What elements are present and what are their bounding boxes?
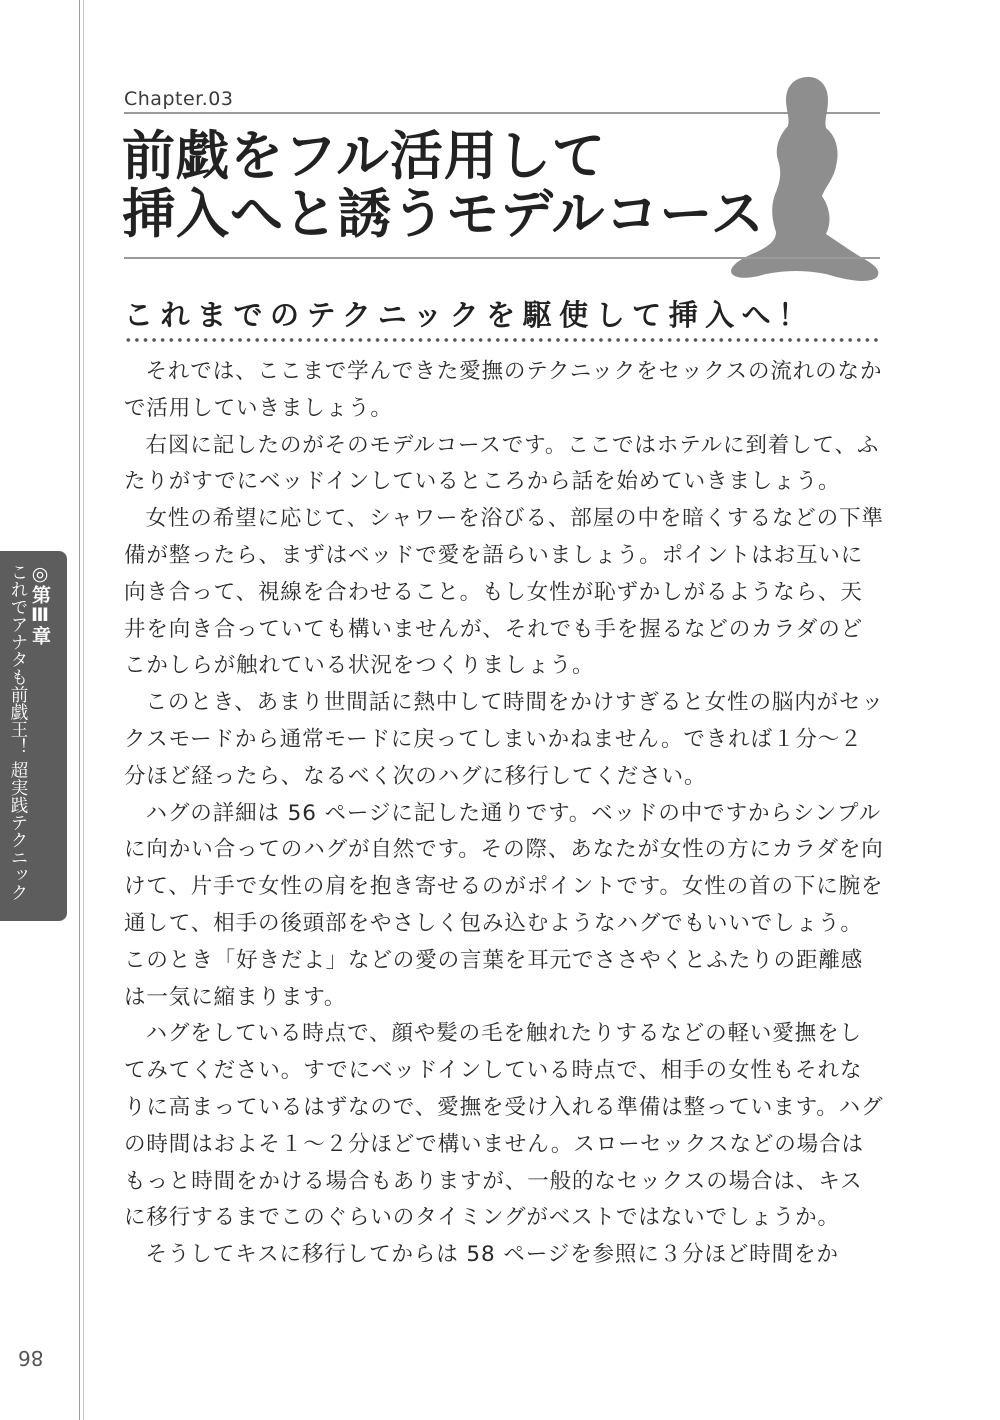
paragraph: ハグをしている時点で、顔や髪の毛を触れたりするなどの軽い愛撫をしてみてください。すでにベッドインしている時点で、相手の女性もそれなりに高まっているはずなので、愛撫を受け入れる準備は整っています。ハグの時間はおよそ１～２分ほどで構いません。スローセックスなどの場合はもっと時間をかける場合もありますが、一般的なセックスの場合は、キスに移行するまでこのぐらいのタイミングがベストではないでしょうか。: [124, 1021, 884, 1231]
paragraph: 女性の希望に応じて、シャワーを浴びる、部屋の中を暗くするなどの下準備が整ったら、まずはベッドで愛を語らいましょう。ポイントはお互いに向き合って、視線を合わせること。もし女性が恥ずかしがるようなら、天井を向き合っていても構いませんが、それでも手を握るなどのカラダのどこかしらが触れている状況をつくりましょう。: [124, 506, 884, 679]
paragraph: そうしてキスに移行してからは 58 ページを参照に３分ほど時間をか: [145, 1242, 839, 1268]
side-tab-subtitle: これでアナタも前戯王！ 超実践テクニック: [8, 563, 28, 902]
page-title: [122, 128, 765, 244]
chapter-side-tab: [0, 551, 67, 921]
paragraph: このとき、あまり世間話に熱中して時間をかけすぎると女性の脳内がセックスモードから通常モードに戻ってしまいかねません。できれば１分～２分ほど経ったら、なるべく次のハグに移行してください。: [124, 690, 884, 789]
page-number: 86: [18, 1346, 44, 1370]
article-body: [124, 354, 884, 1274]
section-heading: これまでのテクニックを駆使して挿入へ！: [124, 298, 815, 332]
title-line-1: 前戯をフル活用して: [122, 126, 606, 187]
paragraph: ハグの詳細は 56 ページに記した通りです。ベッドの中ですからシンプルに向かい合ってのハグが自然です。その際、あなたが女性の方にカラダを向けて、片手で女性の肩を抱き寄せるのがポイントです。女性の首の下に腕を通して、相手の後頭部をやさしく包み込むようなハグでもいいでしょう。このとき「好きだよ」などの愛の言葉を耳元でささやくとふたりの距離感は一気に縮まります。: [124, 800, 884, 1010]
paragraph: それでは、ここまで学んできた愛撫のテクニックをセックスの流れのなかで活用していきましょう。: [124, 359, 883, 421]
page-binding-edge: [79, 0, 84, 1420]
chapter-label: Chapter.03: [124, 88, 234, 110]
dotted-divider: [124, 337, 882, 343]
title-line-2: 挿入へと誘うモデルコース: [122, 184, 765, 245]
title-rule-bottom: [124, 257, 880, 259]
side-tab-chapter: ◎第Ⅲ章: [29, 563, 51, 645]
paragraph: 右図に記したのがそのモデルコースです。ここではホテルに到着して、ふたりがすでにベッドインしているところから話を始めていきましょう。: [124, 432, 880, 495]
side-tab-text: [7, 563, 51, 901]
